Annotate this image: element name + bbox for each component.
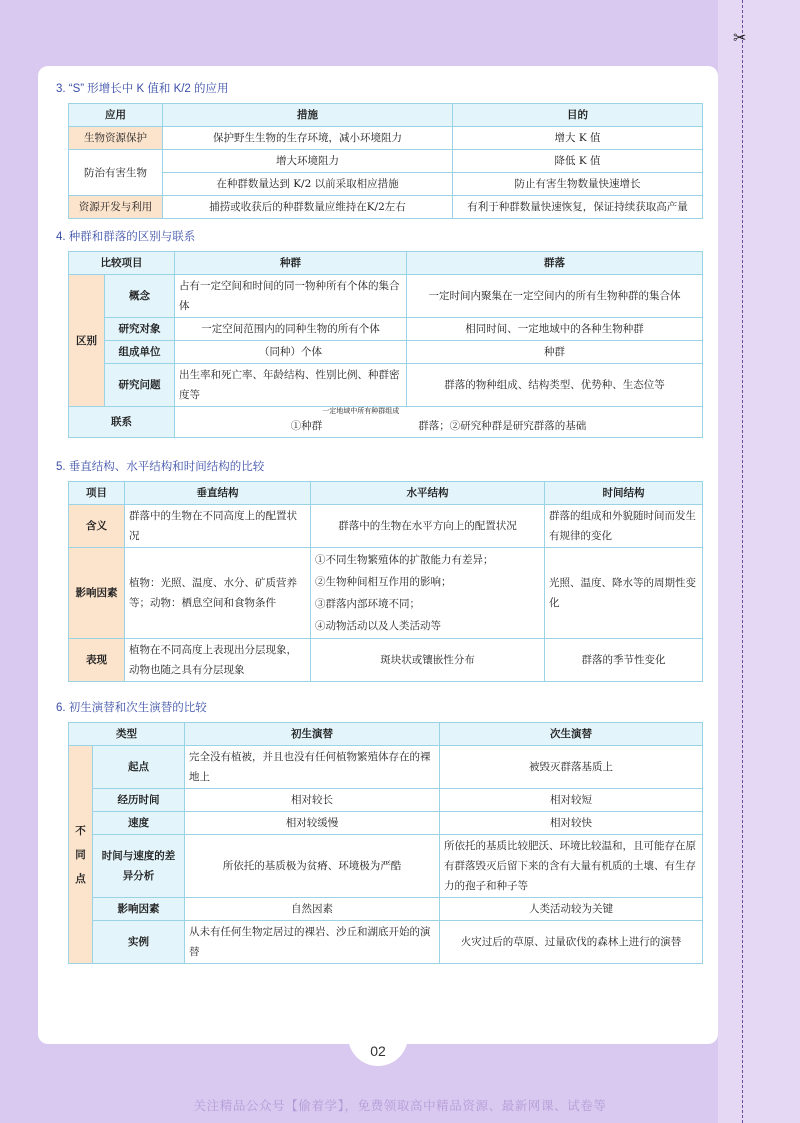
header-time: 时间结构 [545,482,703,505]
header-vertical: 垂直结构 [125,482,311,505]
cell: 保护野生生物的生存环境，减小环境阻力 [163,127,453,150]
table-header-row [69,104,703,127]
table-row [69,341,703,364]
section-5-title: 5. 垂直结构、水平结构和时间结构的比较 [56,461,265,473]
list-item: ④动物活动以及人类活动等 [315,620,441,632]
row-label: 资源开发与利用 [69,196,163,219]
header-secondary: 次生演替 [440,723,703,746]
table-k-value [68,103,703,219]
cell: 斑块状或镶嵌性分布 [311,639,545,682]
cell: 相对较长 [185,789,440,812]
table-row [69,789,703,812]
table-row [69,196,703,219]
list-item: ③群落内部环境不同； [315,598,420,610]
cell: 群落中的生物在不同高度上的配置状况 [125,505,311,548]
arrow-annotation [322,406,418,436]
table-row [69,275,703,318]
cell: 相同时间、一定地域中的各种生物种群 [407,318,703,341]
cell: 植物：光照、温度、水分、矿质营养等；动物：栖息空间和食物条件 [125,548,311,639]
cut-margin [718,0,800,1123]
section-4-title: 4. 种群和群落的区别与联系 [56,231,196,243]
cell: 群落的季节性变化 [545,639,703,682]
list-item: ①不同生物繁殖体的扩散能力有差异； [315,554,494,566]
row-label: 防治有害生物 [69,150,163,196]
row-label: 起点 [93,746,185,789]
table-row [69,921,703,964]
table-row [69,505,703,548]
cut-line [742,0,743,1123]
row-label: 经历时间 [93,789,185,812]
table-row [69,364,703,407]
table-row [69,173,703,196]
row-label: 概念 [105,275,175,318]
table-row [69,127,703,150]
cell: 占有一定空间和时间的同一物种所有个体的集合体 [175,275,407,318]
link-pre: ①种群 [290,419,323,432]
cell: 火灾过后的草原、过量砍伐的森林上进行的演替 [440,921,703,964]
row-label: 影响因素 [69,548,125,639]
row-label: 生物资源保护 [69,127,163,150]
cell: 植物在不同高度上表现出分层现象，动物也随之具有分层现象 [125,639,311,682]
link-cell [175,407,703,438]
cell: 捕捞或收获后的种群数量应维持在K/2左右 [163,196,453,219]
cell: 相对较缓慢 [185,812,440,835]
cell: 相对较快 [440,812,703,835]
arrow-label: 一定地域中所有种群组成 [322,406,400,415]
header-community: 群落 [407,252,703,275]
scissors-icon: ✂ [733,28,747,47]
cell: （同种）个体 [175,341,407,364]
cell: 一定空间范围内的同种生物的所有个体 [175,318,407,341]
row-label: 影响因素 [93,898,185,921]
row-label: 研究问题 [105,364,175,407]
row-label: 表现 [69,639,125,682]
header-measure: 措施 [163,104,453,127]
table-row [69,318,703,341]
row-label: 含义 [69,505,125,548]
section-3-title: 3. “S” 形增长中 K 值和 K/2 的应用 [56,83,229,95]
link-post: 群落；②研究种群是研究群落的基础 [418,419,587,432]
header-item: 比较项目 [69,252,175,275]
cell: 被毁灭群落基质上 [440,746,703,789]
row-label: 速度 [93,812,185,835]
table-row [69,150,703,173]
cell: 在种群数量达到 K/2 以前采取相应措施 [163,173,453,196]
footer-note: 关注精品公众号【偷着学】，免费领取高中精品资源、最新网课、试卷等 [193,1098,607,1113]
cell: 自然因素 [185,898,440,921]
row-label: 实例 [93,921,185,964]
table-header-row [69,723,703,746]
table-row [69,407,703,438]
cell: 所依托的基质极为贫瘠、环境极为严酷 [185,835,440,898]
table-structures [68,481,703,682]
header-app: 应用 [69,104,163,127]
section-6-title: 6. 初生演替和次生演替的比较 [56,702,207,714]
cell: 所依托的基质比较肥沃、环境比较温和，且可能存在原有群落毁灭后留下来的含有大量有机质的土壤、有生存力的孢子和种子等 [440,835,703,898]
header-primary: 初生演替 [185,723,440,746]
table-header-row [69,252,703,275]
header-goal: 目的 [453,104,703,127]
table-header-row [69,482,703,505]
cell: 增大环境阻力 [163,150,453,173]
table-row [69,835,703,898]
table-row [69,812,703,835]
cell: 完全没有植被，并且也没有任何植物繁殖体存在的裸地上 [185,746,440,789]
cell: 从未有任何生物定居过的裸岩、沙丘和湖底开始的演替 [185,921,440,964]
table-succession [68,722,703,964]
cell: 增大 K 值 [453,127,703,150]
table-row [69,639,703,682]
cell: 出生率和死亡率、年龄结构、性别比例、种群密度等 [175,364,407,407]
cell: 群落的物种组成、结构类型、优势种、生态位等 [407,364,703,407]
header-horizontal: 水平结构 [311,482,545,505]
header-type: 类型 [69,723,185,746]
cell: 防止有害生物数量快速增长 [453,173,703,196]
cell: 人类活动较为关键 [440,898,703,921]
row-label: 时间与速度的差异分析 [93,835,185,898]
cell: 相对较短 [440,789,703,812]
cell: 群落的组成和外貌随时间而发生有规律的变化 [545,505,703,548]
cell: 群落中的生物在水平方向上的配置状况 [311,505,545,548]
cell: 光照、温度、降水等的周期性变化 [545,548,703,639]
table-row [69,746,703,789]
cell: 一定时间内聚集在一定空间内的所有生物种群的集合体 [407,275,703,318]
table-row [69,898,703,921]
row-label: 联系 [69,407,175,438]
group-label: 区别 [69,275,105,407]
list-item: ②生物种间相互作用的影响； [315,576,452,588]
cell: 有利于种群数量快速恢复，保证持续获取高产量 [453,196,703,219]
table-row [69,548,703,639]
table-population-community [68,251,703,438]
row-label: 组成单位 [105,341,175,364]
header-population: 种群 [175,252,407,275]
factor-list-cell [311,548,545,639]
group-label: 不 同 点 [69,746,93,964]
row-label: 研究对象 [105,318,175,341]
header-item: 项目 [69,482,125,505]
cell: 降低 K 值 [453,150,703,173]
cell: 种群 [407,341,703,364]
page-number: 02 [348,1036,408,1066]
